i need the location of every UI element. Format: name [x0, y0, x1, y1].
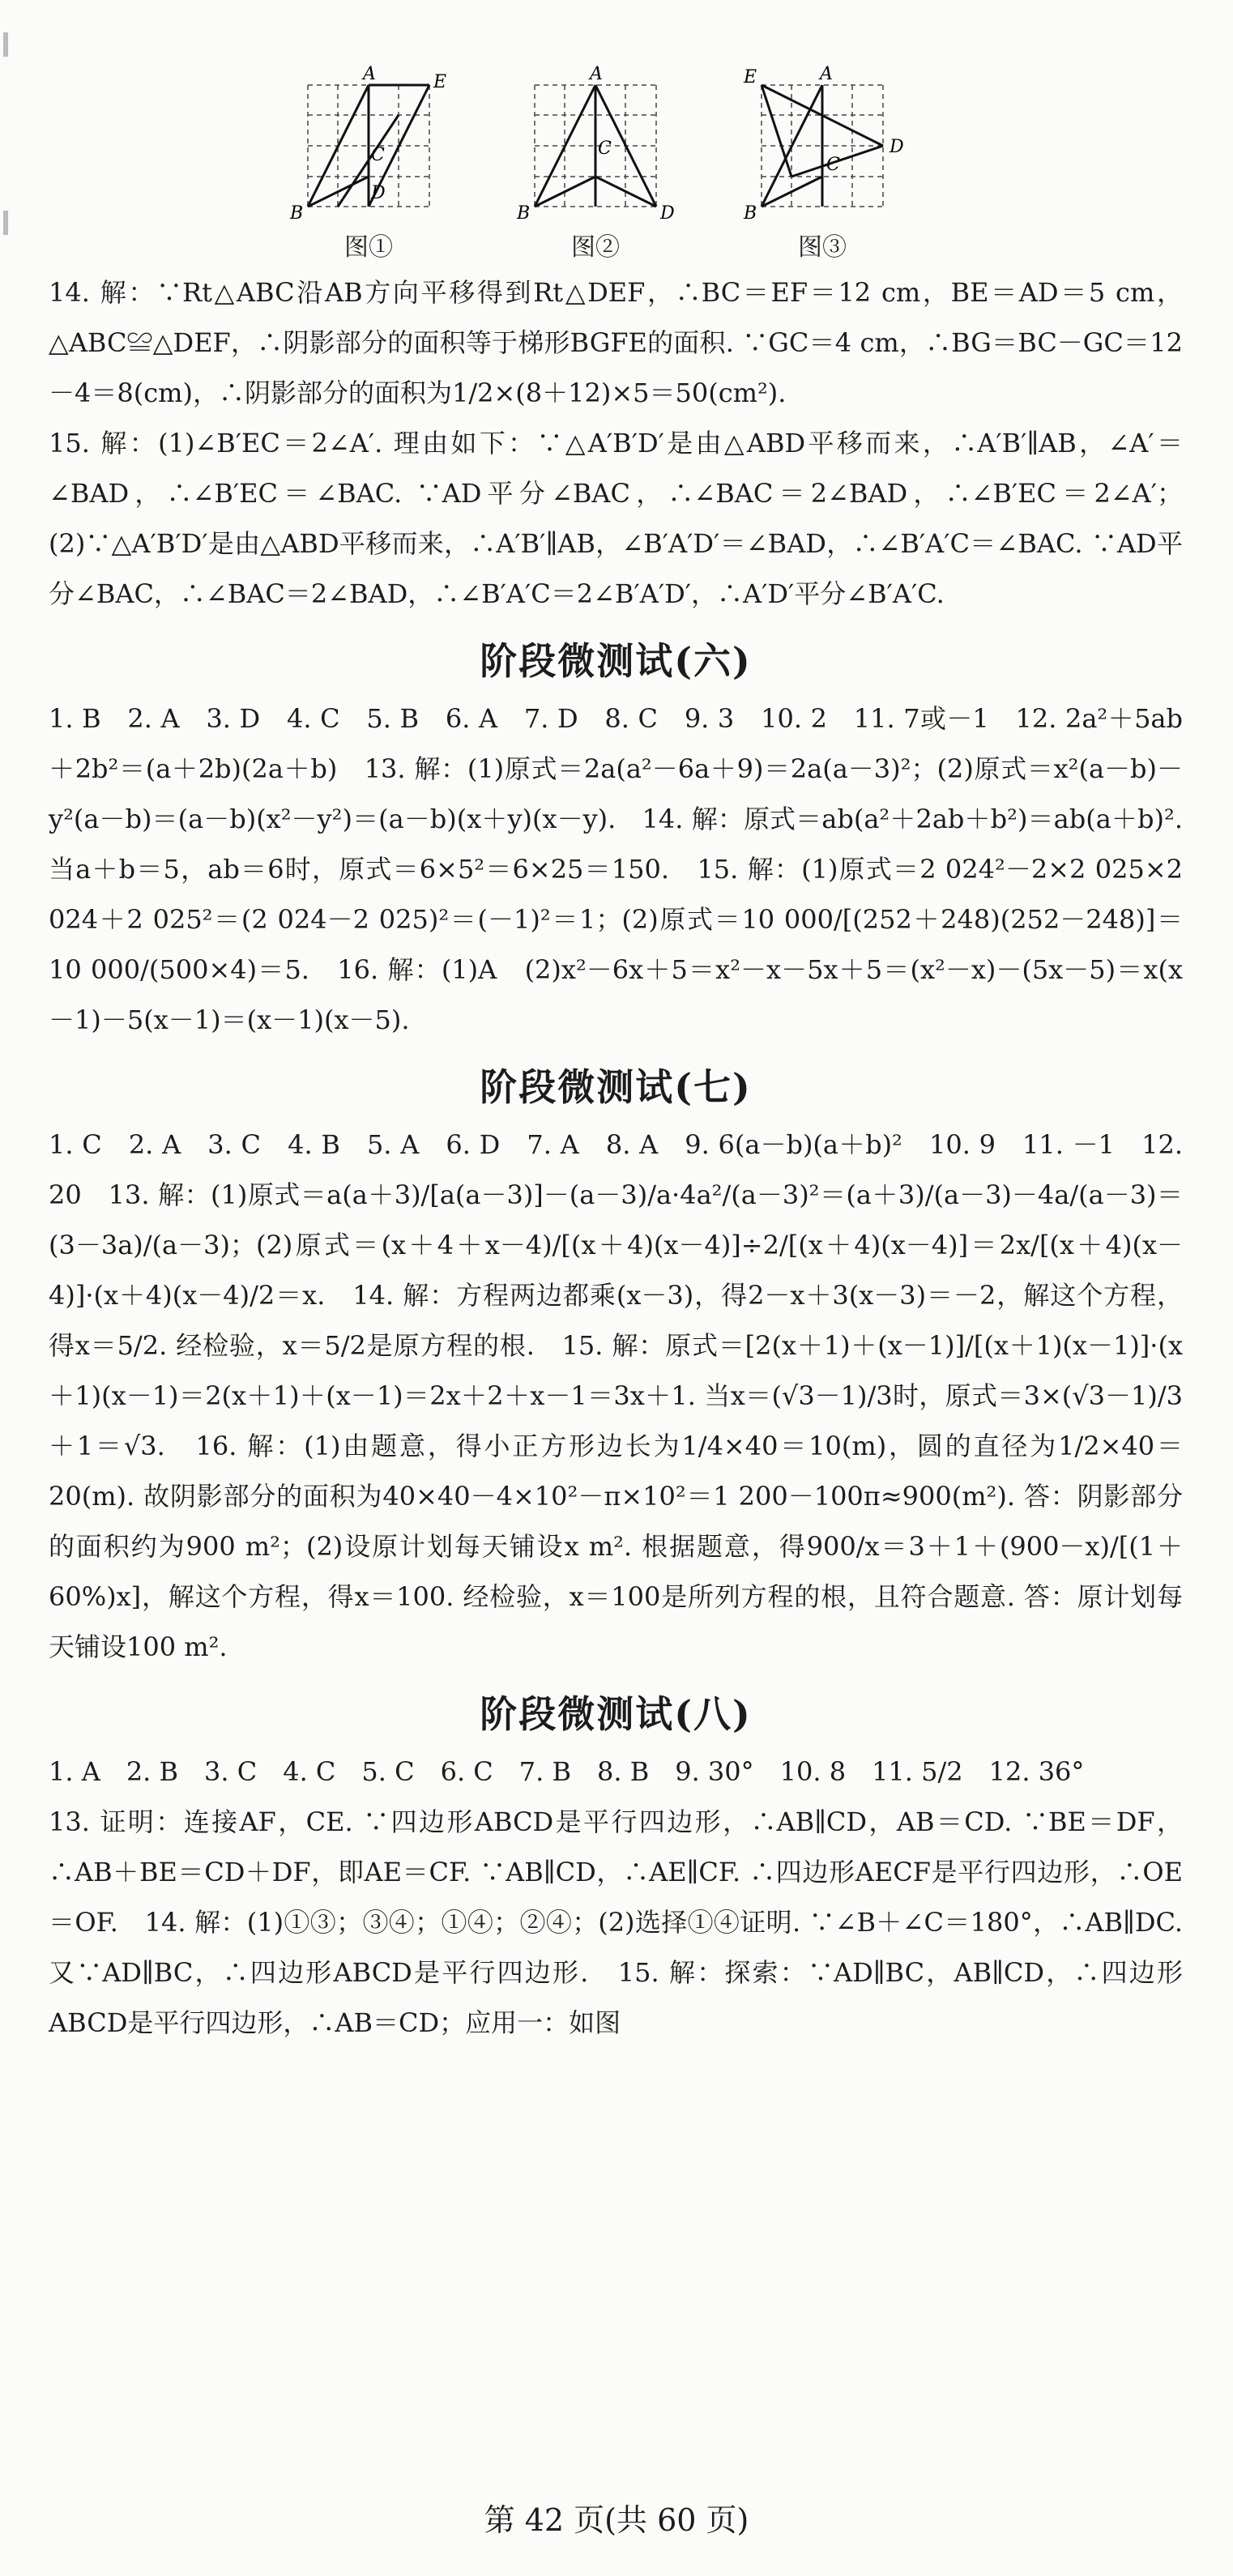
- figure-1: [275, 65, 462, 262]
- figure-1-label-e: E: [433, 72, 447, 92]
- figure-1-label-b: B: [290, 203, 304, 224]
- figure-row: [275, 65, 907, 262]
- margin-mark: [3, 32, 8, 57]
- figure-1-diagram: [275, 65, 462, 227]
- figure-2-caption: 图②: [571, 233, 620, 262]
- figure-2: [502, 65, 689, 262]
- section-title-7: 阶段微测试(七): [480, 1065, 752, 1109]
- figure-3-label-b: B: [744, 203, 757, 224]
- figure-3-label-e: E: [744, 67, 757, 87]
- figure-2-label-d: D: [660, 203, 675, 224]
- figure-1-label-c: C: [371, 145, 385, 165]
- section-title-6: 阶段微测试(六): [480, 639, 752, 683]
- section-8-answers: 13. 证明：连接AF，CE. ∵四边形ABCD是平行四边形，∴AB∥CD，AB＝CD. ∵BE＝DF，∴AB＋BE＝CD＋DF，即AE＝CF. ∵AB∥CD，∴AE∥CF. ∴四边形AECF是平行四边形，∴OE＝OF. 14. 解：(1)①③；③④；①④；②④；(2)选择①④证明. ∵∠B＋∠C＝180°，∴AB∥DC. 又∵AD∥BC，∴四边形ABCD是平行四边形. 15. 解：探索：∵AD∥BC，AB∥CD，∴四边形ABCD是平行四边形，∴AB＝CD；应用一：如图: [49, 1806, 1183, 2038]
- page-footer: 第 42 页(共 60 页): [484, 2502, 749, 2538]
- answer-content: [49, 267, 1183, 2048]
- figure-1-caption: 图①: [344, 233, 393, 262]
- section-7-answers: 1. C 2. A 3. C 4. B 5. A 6. D 7. A 8. A 9. 6(a－b)(a＋b)² 10. 9 11. －1 12. 20 13. 解：(1)原式＝a(a＋3)/[a(a－3)]－(a－3)/a·4a²/(a－3)²＝(a＋3)/(a－3)－4a/(a－3)＝(3－3a)/(a－3)；(2)原式＝(x＋4＋x－4)/[(x＋4)(x－4)]÷2/[(x＋4)(x－4)]＝2x/[(x＋4)(x－4)]·(x＋4)(x－4)/2＝x. 14. 解：方程两边都乘(x－3)，得2－x＋3(x－3)＝－2，解这个方程，得x＝5/2. 经检验，x＝5/2是原方程的根. 15. 解：原式＝[2(x＋1)＋(x－1)]/[(x＋1)(x－1)]·(x＋1)(x－1)＝2(x＋1)＋(x－1)＝2x＋2＋x－1＝3x＋1. 当x＝(√3－1)/3时，原式＝3×(√3－1)/3＋1＝√3. 16. 解：(1)由题意，得小正方形边长为1/4×40＝10(m)，圆的直径为1/2×40＝20(m). 故阴影部分的面积为40×40－4×10²－π×10²＝1 200－100π≈900(m²). 答：阴影部分的面积约为900 m²；(2)设原计划每天铺设x m². 根据题意，得900/x＝3＋1＋(900－x)/[(1＋60%)x]，解这个方程，得x＝100. 经检验，x＝100是所列方程的根，且符合题意. 答：原计划每天铺设100 m².: [49, 1129, 1183, 1662]
- figure-3-label-d: D: [890, 137, 904, 157]
- figure-2-label-a: A: [590, 65, 603, 84]
- section-title-8: 阶段微测试(八): [480, 1692, 752, 1736]
- figure-2-label-b: B: [517, 203, 531, 224]
- figure-3-diagram: [729, 65, 915, 227]
- section-6-answers: 1. B 2. A 3. D 4. C 5. B 6. A 7. D 8. C 9. 3 10. 2 11. 7或－1 12. 2a²＋5ab＋2b²＝(a＋2b)(2a＋b) 13. 解：(1)原式＝2a(a²－6a＋9)＝2a(a－3)²；(2)原式＝x²(a－b)－y²(a－b)＝(a－b)(x²－y²)＝(a－b)(x＋y)(x－y). 14. 解：原式＝ab(a²＋2ab＋b²)＝ab(a＋b)². 当a＋b＝5，ab＝6时，原式＝6×5²＝6×25＝150. 15. 解：(1)原式＝2 024²－2×2 025×2 024＋2 025²＝(2 024－2 025)²＝(－1)²＝1；(2)原式＝10 000/[(252＋248)(252－248)]＝10 000/(500×4)＝5. 16. 解：(1)A (2)x²－6x＋5＝x²－x－5x＋5＝(x²－x)－(5x－5)＝x(x－1)－5(x－1)＝(x－1)(x－5).: [49, 703, 1183, 1035]
- figure-2-label-c: C: [598, 139, 612, 159]
- section-8-choices: 1. A 2. B 3. C 4. C 5. C 6. C 7. B 8. B 9. 30° 10. 8 11. 5/2 12. 36°: [49, 1756, 1085, 1787]
- figure-1-label-a: A: [363, 65, 376, 84]
- answer-14: 14. 解：∵Rt△ABC沿AB方向平移得到Rt△DEF，∴BC＝EF＝12 cm，BE＝AD＝5 cm，△ABC≌△DEF，∴阴影部分的面积等于梯形BGFE的面积. ∵GC＝4 cm，∴BG＝BC－GC＝12－4＝8(cm)，∴阴影部分的面积为1/2×(8＋12)×5＝50(cm²).: [49, 277, 1183, 408]
- margin-mark: [3, 211, 8, 235]
- figure-3-label-c: C: [826, 155, 840, 175]
- figure-3-caption: 图③: [798, 233, 847, 262]
- answer-15: 15. 解：(1)∠B′EC＝2∠A′. 理由如下：∵△A′B′D′是由△ABD平移而来，∴A′B′∥AB，∠A′＝∠BAD，∴∠B′EC＝∠BAC. ∵AD平分∠BAC，∴∠BAC＝2∠BAD，∴∠B′EC＝2∠A′；(2)∵△A′B′D′是由△ABD平移而来，∴A′B′∥AB，∠B′A′D′＝∠BAD，∴∠B′A′C＝∠BAC. ∵AD平分∠BAC，∴∠BAC＝2∠BAD，∴∠B′A′C＝2∠B′A′D′，∴A′D′平分∠B′A′C.: [49, 428, 1183, 609]
- figure-2-diagram: [502, 65, 689, 227]
- figure-3: [729, 65, 915, 262]
- figure-3-label-a: A: [820, 65, 833, 84]
- figure-1-label-d: D: [371, 183, 386, 203]
